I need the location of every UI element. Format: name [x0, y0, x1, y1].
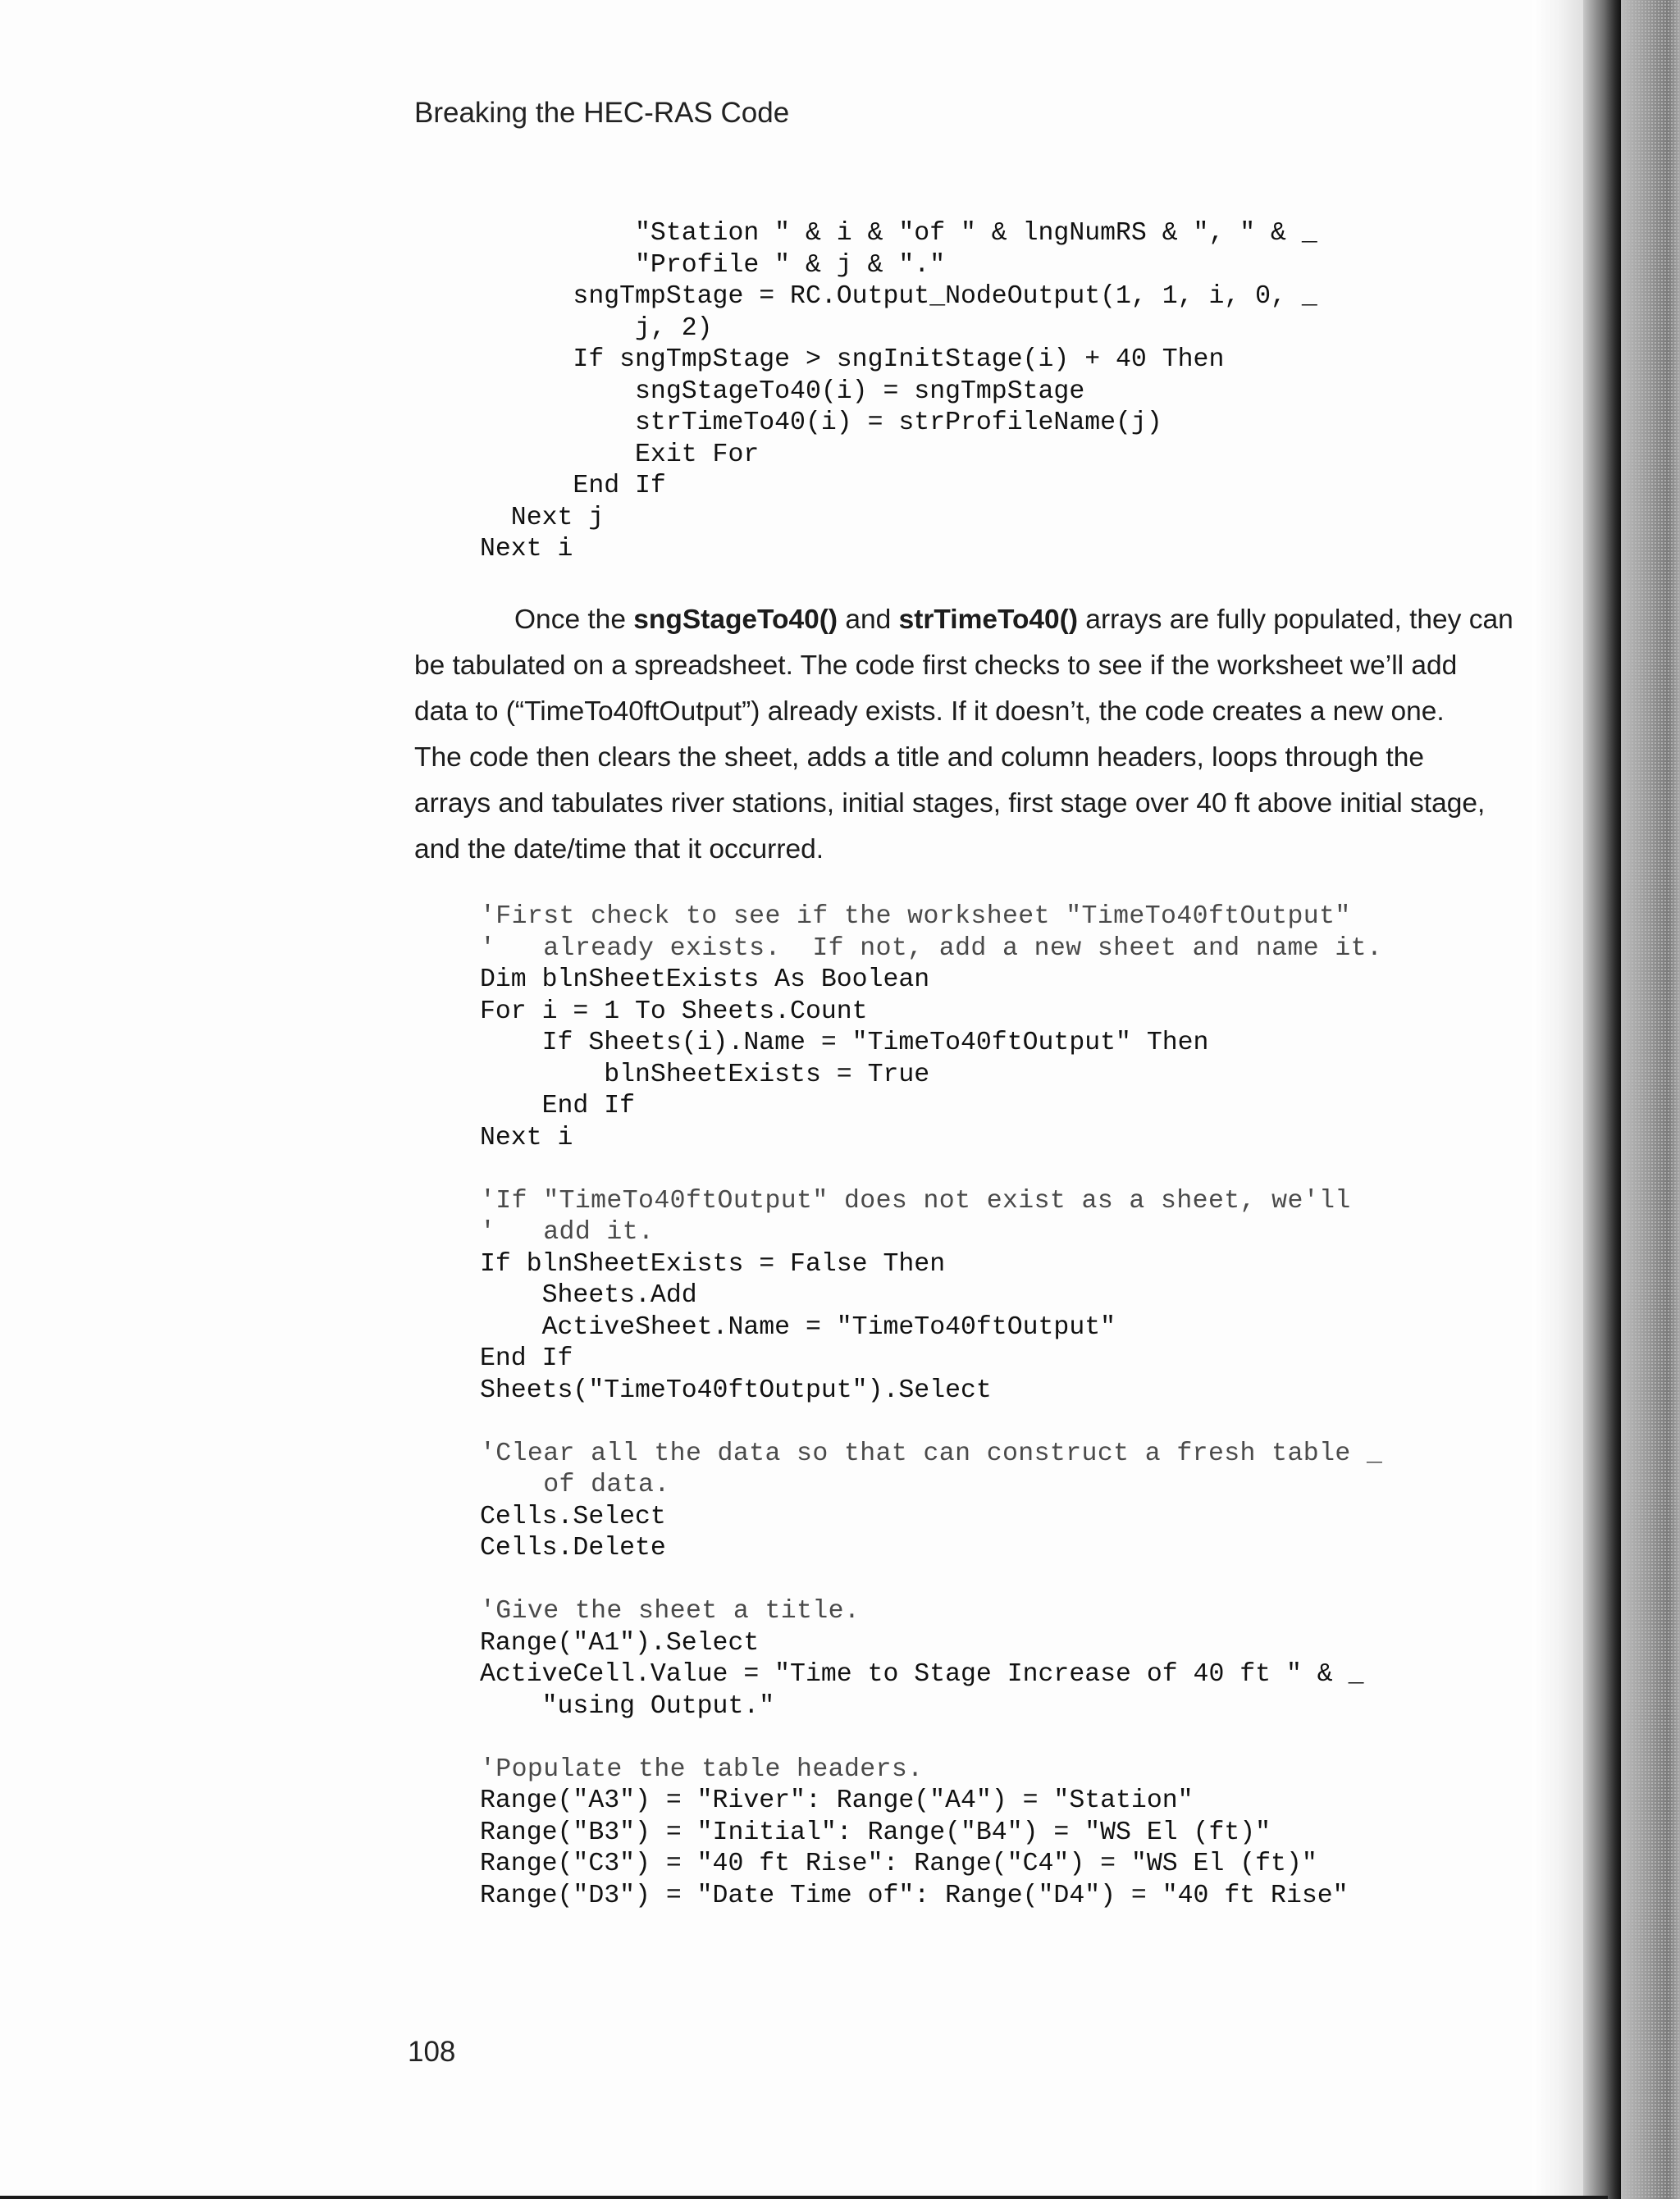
code-line: blnSheetExists = True	[480, 1060, 930, 1089]
code-comment-line: 'Give the sheet a title.	[480, 1597, 861, 1626]
code-line: Range("A1").Select	[480, 1628, 760, 1658]
code-block-worksheet-setup	[480, 901, 1382, 1912]
code-comment-line: ' add it.	[480, 1218, 655, 1247]
book-binding-edge	[1583, 0, 1621, 2199]
code-line: Next i	[480, 535, 573, 563]
code-comment-line: 'If "TimeTo40ftOutput" does not exist as a sheet, we'll	[480, 1186, 1351, 1216]
code-line: End If	[480, 472, 666, 500]
code-line: Cells.Delete	[480, 1534, 666, 1563]
code-comment-line: ' already exists. If not, add a new sheet and name it.	[480, 933, 1383, 963]
body-paragraph	[414, 597, 1513, 873]
page-number: 108	[408, 2036, 456, 2068]
code-line: If blnSheetExists = False Then	[480, 1249, 946, 1279]
code-line: ActiveSheet.Name = "TimeTo40ftOutput"	[480, 1312, 1116, 1342]
paragraph-line: and the date/time that it occurred.	[414, 834, 824, 865]
code-line: "Station " & i & "of " & lngNumRS & ", " & _	[480, 219, 1317, 248]
code-blank-line	[480, 1154, 1382, 1186]
code-line: Next j	[480, 503, 605, 532]
code-line: If sngTmpStage > sngInitStage(i) + 40 Then	[480, 345, 1225, 374]
paragraph-line: data to (“TimeTo40ftOutput”) already exists. If it doesn’t, the code creates a new one.	[414, 696, 1445, 727]
paragraph-text: arrays are fully populated, they can	[1078, 604, 1513, 635]
code-line: For i = 1 To Sheets.Count	[480, 997, 868, 1026]
code-line: Cells.Select	[480, 1502, 666, 1531]
paragraph-line: be tabulated on a spreadsheet. The code first checks to see if the worksheet we’ll add	[414, 650, 1458, 681]
code-line: If Sheets(i).Name = "TimeTo40ftOutput" Then	[480, 1029, 1209, 1057]
code-line: Next i	[480, 1123, 573, 1152]
code-line: "using Output."	[480, 1691, 775, 1721]
code-comment-line: 'Populate the table headers.	[480, 1754, 924, 1784]
paragraph-line: The code then clears the sheet, adds a title and column headers, loops through the	[414, 742, 1424, 773]
paragraph-text: Once the	[514, 604, 634, 635]
code-line: Range("B3") = "Initial": Range("B4") = "WS El (ft)"	[480, 1818, 1271, 1847]
code-comment-line: 'Clear all the data so that can construct a fresh table _	[480, 1439, 1383, 1468]
code-blank-line	[480, 1565, 1382, 1597]
code-line: Range("A3") = "River": Range("A4") = "Station"	[480, 1786, 1194, 1815]
paragraph-line: arrays and tabulates river stations, initial stages, first stage over 40 ft above initial stage,	[414, 788, 1486, 819]
code-line: j, 2)	[480, 313, 713, 343]
code-line: strTimeTo40(i) = strProfileName(j)	[480, 408, 1162, 437]
code-block-loop-end	[480, 218, 1317, 566]
code-line: ActiveCell.Value = "Time to Stage Increase of 40 ft " & _	[480, 1660, 1364, 1689]
code-blank-line	[480, 1407, 1382, 1439]
code-term-time-array: strTimeTo40()	[898, 604, 1078, 635]
code-line: Range("C3") = "40 ft Rise": Range("C4") = "WS El (ft)"	[480, 1850, 1317, 1878]
code-line: Dim blnSheetExists As Boolean	[480, 965, 930, 994]
code-line: sngStageTo40(i) = sngTmpStage	[480, 376, 1085, 406]
code-comment-line: 'First check to see if the worksheet "TimeTo40ftOutput"	[480, 902, 1351, 931]
code-term-stage-array: sngStageTo40()	[633, 604, 838, 635]
code-line: Exit For	[480, 440, 760, 469]
paragraph-first-line	[414, 597, 1513, 643]
code-line: End If	[480, 1092, 636, 1120]
code-line: Range("D3") = "Date Time of": Range("D4") = "40 ft Rise"	[480, 1881, 1349, 1910]
code-line: "Profile " & j & "."	[480, 250, 946, 280]
code-line: Sheets("TimeTo40ftOutput").Select	[480, 1376, 992, 1405]
code-line: Sheets.Add	[480, 1281, 697, 1310]
paragraph-text: and	[838, 604, 899, 635]
code-comment-line: of data.	[480, 1471, 670, 1499]
gutter-texture	[1621, 0, 1680, 2199]
code-line: sngTmpStage = RC.Output_NodeOutput(1, 1, i, 0, _	[480, 282, 1317, 311]
code-line: End If	[480, 1344, 573, 1373]
scan-bottom-edge	[0, 2196, 1608, 2199]
running-head: Breaking the HEC-RAS Code	[414, 97, 790, 129]
code-blank-line	[480, 1722, 1382, 1754]
